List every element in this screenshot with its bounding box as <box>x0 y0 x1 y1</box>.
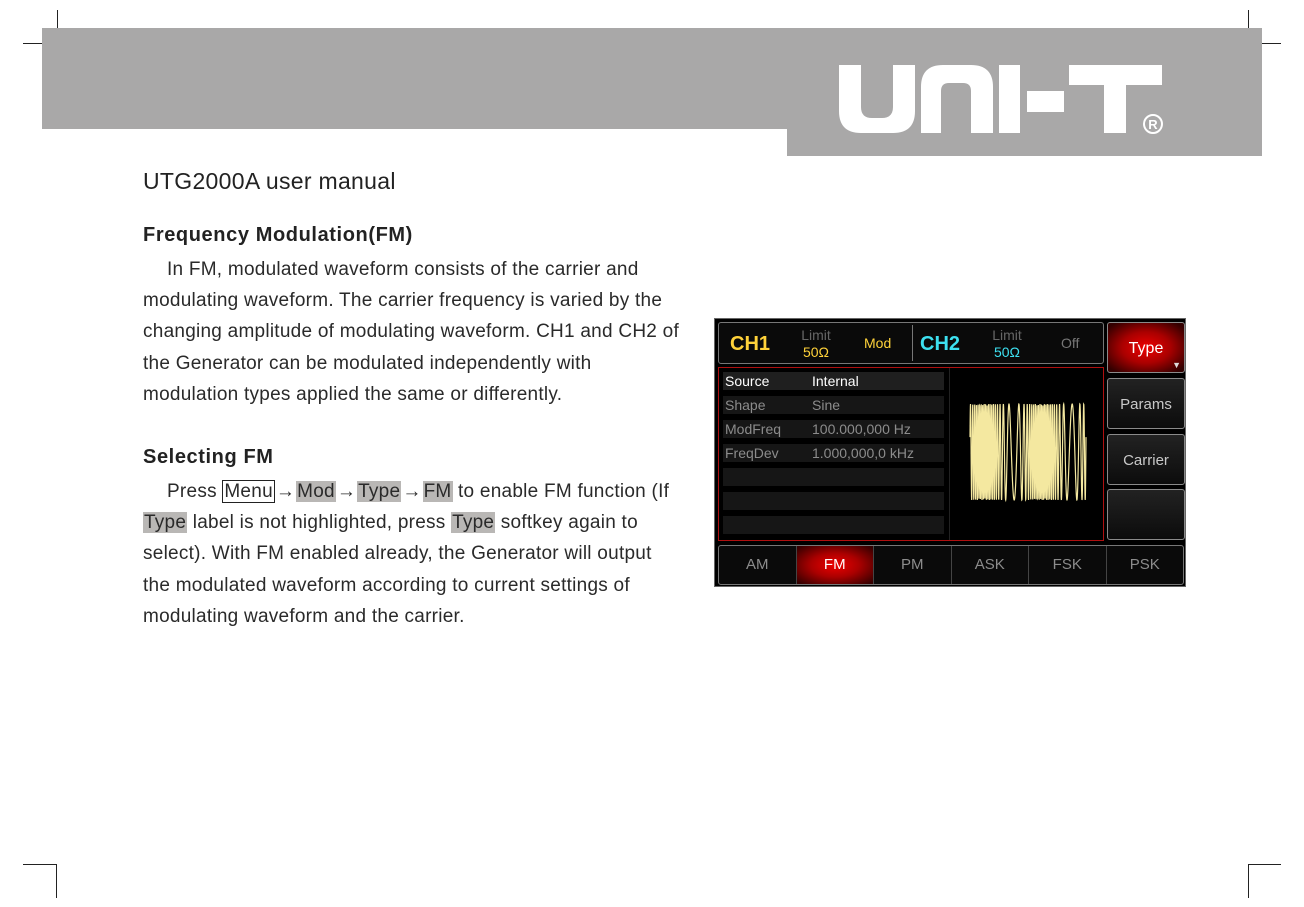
crop-mark <box>56 864 57 898</box>
param-value: Sine <box>812 397 841 413</box>
mod-tab-pm[interactable]: PM <box>874 546 952 584</box>
param-row-modfreq[interactable] <box>723 420 944 438</box>
fm-waveform-graphic <box>950 368 1104 540</box>
text-fm-enabled: softkey again to select). With FM enabled already, the Generator will output the modulated waveform according to current settings of modulating waveform and the carrier. <box>143 512 652 627</box>
parameter-panel <box>718 367 1104 541</box>
arrow-icon: → <box>402 481 422 502</box>
fm-intro-text: In FM, modulated waveform consists of the carrier and modulating waveform. The carrier frequency is varied by the changing amplitude of modulating waveform. CH1 and CH2 of the Generator can be modulated independently with modulation types applied the same or differently. <box>143 259 679 405</box>
type-key: Type <box>144 512 187 534</box>
section-selecting-body <box>143 476 683 632</box>
param-value: Internal <box>812 373 859 389</box>
ch1-impedance: 50Ω <box>802 344 830 360</box>
section-heading-fm: Frequency Modulation(FM) <box>143 224 413 246</box>
mod-tab-psk[interactable]: PSK <box>1129 556 1160 573</box>
ch1-label[interactable]: CH1 <box>730 333 771 355</box>
menu-key: Menu <box>224 481 273 502</box>
ch1-limit-label: Limit <box>801 327 831 343</box>
type-key: Type <box>358 481 401 502</box>
param-row-empty <box>723 492 944 510</box>
channel-status-bar <box>718 322 1104 364</box>
softkey-carrier[interactable] <box>1107 434 1185 485</box>
param-name: Shape <box>725 397 766 413</box>
modulation-type-bar <box>718 545 1184 585</box>
text-not-highlighted: label is not highlighted, press <box>192 512 446 534</box>
softkey-params[interactable] <box>1107 378 1185 429</box>
param-row-empty <box>723 468 944 486</box>
fm-key: FM <box>423 481 452 502</box>
param-value: 1.000,000,0 kHz <box>812 445 914 461</box>
param-name: FreqDev <box>725 445 779 461</box>
text-press: Press <box>167 481 217 502</box>
mod-tab-fm[interactable]: FM <box>797 546 875 584</box>
section-fm-body <box>143 254 683 410</box>
softkey-type-label: Type <box>1128 340 1164 357</box>
param-row-empty <box>723 516 944 534</box>
ch1-state: Mod <box>864 335 892 351</box>
section-heading-selecting: Selecting FM <box>143 446 274 468</box>
param-name: ModFreq <box>725 421 782 437</box>
generator-screen <box>714 318 1186 587</box>
softkey-params-label: Params <box>1120 396 1172 413</box>
dropdown-triangle-icon: ▼ <box>1172 360 1181 370</box>
mod-tab-am[interactable]: AM <box>719 546 797 584</box>
arrow-icon: → <box>275 481 296 502</box>
param-row-shape[interactable] <box>723 396 944 414</box>
arrow-icon: → <box>336 481 357 502</box>
mod-key: Mod <box>297 481 335 502</box>
softkey-carrier-label: Carrier <box>1123 452 1169 469</box>
crop-mark <box>1248 864 1249 898</box>
text-enable-fm: to enable FM function (If <box>458 481 670 502</box>
ch2-state: Off <box>1061 335 1080 351</box>
ch2-label[interactable]: CH2 <box>920 333 961 355</box>
ch2-impedance: 50Ω <box>993 344 1021 360</box>
param-name: Source <box>725 373 770 389</box>
param-row-source[interactable] <box>723 372 944 390</box>
crop-mark <box>1248 864 1281 865</box>
param-row-freqdev[interactable] <box>723 444 944 462</box>
channel-divider <box>912 325 913 361</box>
param-value: 100.000,000 Hz <box>812 421 911 437</box>
type-key: Type <box>452 512 495 534</box>
mod-tab-ask[interactable]: ASK <box>952 546 1030 584</box>
doc-title: UTG2000A user manual <box>143 168 396 194</box>
softkey-type[interactable] <box>1107 322 1185 373</box>
brand-logo <box>835 60 1170 140</box>
svg-text:R: R <box>1148 117 1158 132</box>
crop-mark <box>23 864 57 865</box>
softkey-empty[interactable] <box>1107 489 1185 540</box>
ch2-limit-label: Limit <box>992 327 1022 343</box>
mod-tab-fsk[interactable]: FSK <box>1029 546 1107 584</box>
waveform-preview <box>949 368 1103 540</box>
